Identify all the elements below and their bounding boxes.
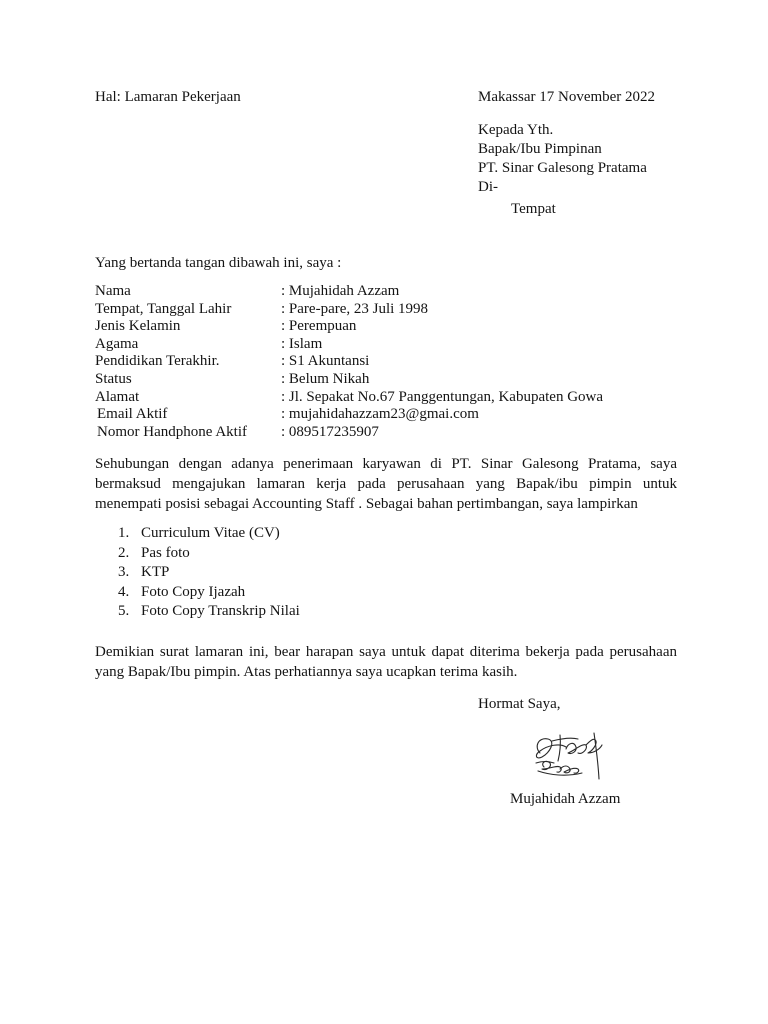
detail-value: : 089517235907 <box>281 423 379 440</box>
place-date: Makassar 17 November 2022 <box>478 89 656 105</box>
list-text: Pas foto <box>141 544 190 561</box>
detail-row <box>95 353 695 371</box>
list-text: Foto Copy Ijazah <box>141 583 246 600</box>
list-number: 5. <box>118 603 130 619</box>
signer-name: Mujahidah Azzam <box>510 791 621 807</box>
detail-label: Nomor Handphone Aktif <box>97 423 247 440</box>
list-number: 4. <box>118 583 130 600</box>
recipient-company: PT. Sinar Galesong Pratama <box>478 160 647 176</box>
detail-row <box>95 336 695 354</box>
handwritten-signature <box>530 727 610 789</box>
detail-value: : S1 Akuntansi <box>281 353 370 370</box>
detail-row <box>95 424 695 442</box>
detail-label: Status <box>95 370 132 387</box>
detail-row <box>95 301 695 319</box>
paragraph-line: bermaksud mengajukan lamaran kerja pada perusahaan yang Bapak/ibu pimpin untuk <box>95 476 677 492</box>
detail-row <box>95 283 695 301</box>
recipient-title: Bapak/Ibu Pimpinan <box>478 141 602 157</box>
paragraph-line: menempati posisi sebagai Accounting Staff . Sebagai bahan pertimbangan, saya lampirkan <box>95 496 638 512</box>
list-number: 3. <box>118 564 130 580</box>
detail-row <box>95 389 695 407</box>
detail-value: : Mujahidah Azzam <box>281 283 400 299</box>
paragraph-line: yang Bapak/Ibu pimpin. Atas perhatiannya saya ucapkan terima kasih. <box>95 664 518 680</box>
detail-label: Jenis Kelamin <box>95 318 181 335</box>
body-paragraph-1 <box>95 454 677 514</box>
recipient-salutation: Kepada Yth. <box>478 122 554 138</box>
list-item <box>118 524 300 544</box>
list-item <box>118 544 300 564</box>
detail-value: : Jl. Sepakat No.67 Panggentungan, Kabupaten Gowa <box>281 388 604 405</box>
detail-row <box>95 318 695 336</box>
detail-label: Pendidikan Terakhir. <box>95 353 220 370</box>
detail-value: : mujahidahazzam23@gmai.com <box>281 406 479 423</box>
detail-value: : Islam <box>281 335 323 352</box>
list-item <box>118 602 300 622</box>
list-item <box>118 563 300 583</box>
list-text: Foto Copy Transkrip Nilai <box>141 603 300 619</box>
personal-details <box>95 283 695 441</box>
paragraph-line: Sehubungan dengan adanya penerimaan karyawan di PT. Sinar Galesong Pratama, saya <box>95 456 677 472</box>
detail-value: : Pare-pare, 23 Juli 1998 <box>281 300 429 317</box>
detail-label: Tempat, Tanggal Lahir <box>95 300 232 317</box>
recipient-di: Di- <box>478 179 498 195</box>
attachment-list <box>118 524 300 622</box>
list-text: Curriculum Vitae (CV) <box>141 525 280 541</box>
paragraph-line: Demikian surat lamaran ini, bear harapan saya untuk dapat diterima bekerja pada perusahaan <box>95 644 677 660</box>
list-number: 1. <box>118 525 130 541</box>
recipient-block <box>478 121 647 219</box>
list-item <box>118 583 300 603</box>
closing-salutation: Hormat Saya, <box>478 696 561 712</box>
detail-label: Agama <box>95 335 139 352</box>
list-text: KTP <box>141 564 170 580</box>
detail-label: Nama <box>95 283 131 299</box>
detail-value: : Belum Nikah <box>281 370 370 387</box>
detail-value: : Perempuan <box>281 318 357 335</box>
intro-line: Yang bertanda tangan dibawah ini, saya : <box>95 255 342 271</box>
detail-row <box>95 371 695 389</box>
detail-row <box>95 406 695 424</box>
list-number: 2. <box>118 544 130 561</box>
detail-label: Alamat <box>95 388 140 405</box>
body-paragraph-2 <box>95 642 677 682</box>
letter-subject: Hal: Lamaran Pekerjaan <box>95 89 241 105</box>
detail-label: Email Aktif <box>97 406 168 423</box>
recipient-place: Tempat <box>511 201 556 217</box>
